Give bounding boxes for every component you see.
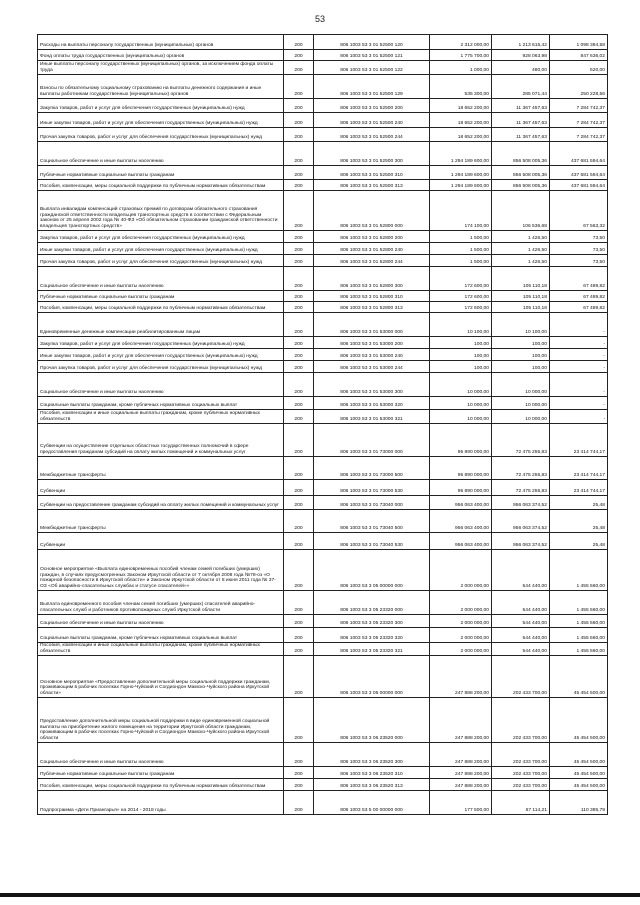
row-executed-amount-cell: 1 426,50 xyxy=(492,243,550,255)
table-row xyxy=(38,591,608,615)
row-name-cell: Выплата единовременного пособия членам семей погибших (умерших) спасателей аварийно-спасательных служб и работников противопожарных служб Иркутской области xyxy=(38,591,284,615)
row-classification-code-cell: 806 1003 53 3 01 52800 244 xyxy=(314,255,430,267)
row-approved-amount-cell: 247 888 200,00 xyxy=(430,767,492,779)
row-line-code-cell: 200 xyxy=(284,510,314,533)
row-line-code-cell: 200 xyxy=(284,142,314,166)
row-executed-amount-cell: 11 367 457,63 xyxy=(492,99,550,113)
row-classification-code-cell: 806 1003 53 3 01 73000 000 xyxy=(314,424,430,457)
row-classification-code-cell: 806 1003 53 3 01 53000 000 xyxy=(314,313,430,337)
row-classification-code-cell: 806 1003 53 3 01 73040 500 xyxy=(314,510,430,533)
row-line-code-cell: 200 xyxy=(284,779,314,791)
row-classification-code-cell: 806 1003 53 3 01 52800 310 xyxy=(314,291,430,302)
table-row xyxy=(38,61,608,75)
row-classification-code-cell: 806 1003 53 3 01 52500 120 xyxy=(314,35,430,50)
row-executed-amount-cell: 105 110,18 xyxy=(492,302,550,313)
row-line-code-cell: 200 xyxy=(284,231,314,243)
row-name-cell: Социальные выплаты гражданам, кроме публичных нормативных социальных выплат xyxy=(38,397,284,410)
table-row xyxy=(38,397,608,410)
row-classification-code-cell: 806 1003 53 3 01 52800 313 xyxy=(314,302,430,313)
row-approved-amount-cell: 2 000 000,00 xyxy=(430,615,492,628)
table-row xyxy=(38,255,608,267)
table-row xyxy=(38,510,608,533)
row-unexecuted-amount-cell: - xyxy=(550,361,608,373)
row-classification-code-cell: 806 1003 53 3 01 53000 300 xyxy=(314,373,430,397)
row-executed-amount-cell: 480,00 xyxy=(492,61,550,75)
row-approved-amount-cell: 1 294 189 600,00 xyxy=(430,166,492,180)
row-classification-code-cell: 806 1003 53 3 01 52500 200 xyxy=(314,99,430,113)
table-row xyxy=(38,75,608,99)
table-row xyxy=(38,615,608,628)
row-name-cell: Иные закупки товаров, работ и услуг для обеспечения государственных (муниципальных) нужд xyxy=(38,349,284,361)
row-approved-amount-cell: 18 652 200,00 xyxy=(430,113,492,128)
row-name-cell: Пособия, компенсации и иные социальные выплаты гражданам, кроме публичных нормативных обязательств xyxy=(38,410,284,424)
row-executed-amount-cell: 11 367 457,63 xyxy=(492,128,550,142)
row-unexecuted-amount-cell: 1 455 560,00 xyxy=(550,550,608,591)
row-executed-amount-cell: 105 110,18 xyxy=(492,267,550,291)
row-executed-amount-cell: 10 000,00 xyxy=(492,373,550,397)
row-unexecuted-amount-cell: 7 284 742,37 xyxy=(550,113,608,128)
row-classification-code-cell: 806 1003 53 3 01 52500 122 xyxy=(314,61,430,75)
row-line-code-cell: 200 xyxy=(284,533,314,550)
row-classification-code-cell: 806 1003 53 3 01 52800 300 xyxy=(314,267,430,291)
row-approved-amount-cell: 1 294 189 600,00 xyxy=(430,180,492,191)
row-unexecuted-amount-cell: 250 228,56 xyxy=(550,75,608,99)
row-unexecuted-amount-cell: - xyxy=(550,349,608,361)
row-name-cell: Пособия, компенсации, меры социальной поддержки по публичным нормативным обязательствам xyxy=(38,779,284,791)
row-approved-amount-cell: 100,00 xyxy=(430,349,492,361)
row-executed-amount-cell: 1 426,50 xyxy=(492,255,550,267)
page-number: 53 xyxy=(314,14,325,24)
row-executed-amount-cell: 1 213 615,42 xyxy=(492,35,550,50)
row-name-cell: Субвенции xyxy=(38,533,284,550)
row-unexecuted-amount-cell: 1 455 560,00 xyxy=(550,628,608,643)
row-name-cell: Подпрограмма «Дети Приангарья» на 2014 - 2018 годы xyxy=(38,791,284,815)
row-line-code-cell: 200 xyxy=(284,337,314,349)
row-classification-code-cell: 806 1003 53 3 01 52800 240 xyxy=(314,243,430,255)
table-row xyxy=(38,99,608,113)
row-unexecuted-amount-cell: 7 284 742,37 xyxy=(550,99,608,113)
row-line-code-cell: 200 xyxy=(284,615,314,628)
row-name-cell: Субвенции на предоставление гражданам субсидий на оплату жилых помещений и коммунальных услуг xyxy=(38,496,284,510)
row-line-code-cell: 200 xyxy=(284,166,314,180)
row-classification-code-cell: 806 1003 53 3 05 23320 000 xyxy=(314,591,430,615)
row-name-cell: Иные закупки товаров, работ и услуг для обеспечения государственных (муниципальных) нужд xyxy=(38,243,284,255)
row-unexecuted-amount-cell: - xyxy=(550,397,608,410)
table-row xyxy=(38,410,608,424)
row-approved-amount-cell: 18 652 200,00 xyxy=(430,128,492,142)
table-row xyxy=(38,128,608,142)
row-line-code-cell: 200 xyxy=(284,457,314,480)
row-approved-amount-cell: 1 775 700,00 xyxy=(430,50,492,61)
row-classification-code-cell: 806 1003 53 3 01 52800 200 xyxy=(314,231,430,243)
row-name-cell: Взносы по обязательному социальному страхованию на выплаты денежного содержания и иные выплаты работникам государственных (муниципальных) органов xyxy=(38,75,284,99)
row-unexecuted-amount-cell: 1 098 384,58 xyxy=(550,35,608,50)
row-approved-amount-cell: 1 000,00 xyxy=(430,61,492,75)
row-unexecuted-amount-cell: 25,48 xyxy=(550,496,608,510)
table-row xyxy=(38,373,608,397)
table-row xyxy=(38,698,608,743)
row-line-code-cell: 200 xyxy=(284,61,314,75)
row-classification-code-cell: 806 1003 53 3 01 53000 321 xyxy=(314,410,430,424)
row-approved-amount-cell: 10 000,00 xyxy=(430,373,492,397)
row-classification-code-cell: 806 1003 53 3 05 23320 320 xyxy=(314,628,430,643)
table-row xyxy=(38,496,608,510)
row-name-cell: Предоставление дополнительной меры социальной поддержки в виде единовременной социальной выплаты на приобретение жилого помещения на территории Иркутской области гражданам, проживающим в рабочих поселках Горно-Чуйский и Согдиондон Мамско-Чуйского района Иркутской области xyxy=(38,698,284,743)
row-line-code-cell: 200 xyxy=(284,99,314,113)
row-classification-code-cell: 806 1003 53 3 01 52500 300 xyxy=(314,142,430,166)
row-executed-amount-cell: 956 063 374,52 xyxy=(492,533,550,550)
row-executed-amount-cell: 72 475 255,83 xyxy=(492,424,550,457)
row-classification-code-cell: 806 1003 53 3 01 52800 000 xyxy=(314,191,430,231)
row-executed-amount-cell: 1 426,50 xyxy=(492,231,550,243)
row-executed-amount-cell: 544 440,00 xyxy=(492,550,550,591)
row-executed-amount-cell: 72 475 255,83 xyxy=(492,480,550,496)
row-line-code-cell: 200 xyxy=(284,255,314,267)
row-name-cell: Прочая закупка товаров, работ и услуг для обеспечения государственных (муниципальных) нужд xyxy=(38,128,284,142)
row-unexecuted-amount-cell: 45 454 500,00 xyxy=(550,767,608,779)
row-line-code-cell: 200 xyxy=(284,267,314,291)
row-name-cell: Социальное обеспечение и иные выплаты населению xyxy=(38,373,284,397)
row-classification-code-cell: 806 1003 53 3 06 23520 300 xyxy=(314,743,430,767)
row-classification-code-cell: 806 1003 53 3 05 23320 300 xyxy=(314,615,430,628)
table-row xyxy=(38,267,608,291)
row-approved-amount-cell: 247 888 200,00 xyxy=(430,779,492,791)
row-executed-amount-cell: 544 440,00 xyxy=(492,628,550,643)
row-executed-amount-cell: 544 440,00 xyxy=(492,615,550,628)
row-executed-amount-cell: 10 100,00 xyxy=(492,313,550,337)
row-name-cell: Социальное обеспечение и иные выплаты населению xyxy=(38,615,284,628)
row-line-code-cell: 200 xyxy=(284,349,314,361)
row-name-cell: Пособия, компенсации, меры социальной поддержки по публичным нормативным обязательствам xyxy=(38,180,284,191)
row-unexecuted-amount-cell: 437 681 594,64 xyxy=(550,166,608,180)
row-classification-code-cell: 806 1003 53 3 01 53000 244 xyxy=(314,361,430,373)
table-row xyxy=(38,35,608,50)
row-line-code-cell: 200 xyxy=(284,628,314,643)
row-name-cell: Социальные выплаты гражданам, кроме публичных нормативных социальных выплат xyxy=(38,628,284,643)
table-row xyxy=(38,302,608,313)
row-executed-amount-cell: 67 114,21 xyxy=(492,791,550,815)
table-row xyxy=(38,743,608,767)
row-approved-amount-cell: 172 600,00 xyxy=(430,291,492,302)
row-line-code-cell: 200 xyxy=(284,373,314,397)
row-name-cell: Фонд оплаты труда государственных (муниципальных) органов xyxy=(38,50,284,61)
row-name-cell: Субвенции xyxy=(38,480,284,496)
row-unexecuted-amount-cell: - xyxy=(550,373,608,397)
row-approved-amount-cell: 100,00 xyxy=(430,361,492,373)
row-unexecuted-amount-cell: 437 681 594,64 xyxy=(550,180,608,191)
row-classification-code-cell: 806 1003 53 3 01 73040 000 xyxy=(314,496,430,510)
row-name-cell: Межбюджетные трансферты xyxy=(38,457,284,480)
row-approved-amount-cell: 174 100,00 xyxy=(430,191,492,231)
row-unexecuted-amount-cell: 25,48 xyxy=(550,533,608,550)
row-name-cell: Публичные нормативные социальные выплаты гражданам xyxy=(38,291,284,302)
row-executed-amount-cell: 105 110,18 xyxy=(492,291,550,302)
row-approved-amount-cell: 247 888 200,00 xyxy=(430,656,492,698)
row-approved-amount-cell: 95 890 000,00 xyxy=(430,457,492,480)
row-name-cell: Пособия, компенсации и иные социальные выплаты гражданам, кроме публичных нормативных обязательств xyxy=(38,643,284,656)
row-approved-amount-cell: 247 888 200,00 xyxy=(430,698,492,743)
row-line-code-cell: 200 xyxy=(284,424,314,457)
row-name-cell: Выплата инвалидам компенсаций страховых премий по договорам обязательного страхования гражданской ответственности владельцев транспортных средств в соответствии с Федеральным законом от 25 апреля 2002 года № 40-ФЗ «Об обязательном страховании гражданской ответственности владельцев транспортных средств» xyxy=(38,191,284,231)
row-executed-amount-cell: 202 433 700,00 xyxy=(492,656,550,698)
row-classification-code-cell: 806 1003 53 3 01 52500 129 xyxy=(314,75,430,99)
row-line-code-cell: 200 xyxy=(284,656,314,698)
row-approved-amount-cell: 95 890 000,00 xyxy=(430,424,492,457)
row-executed-amount-cell: 10 000,00 xyxy=(492,410,550,424)
row-unexecuted-amount-cell: 45 454 500,00 xyxy=(550,743,608,767)
row-name-cell: Социальное обеспечение и иные выплаты населению xyxy=(38,142,284,166)
row-executed-amount-cell: 956 063 374,52 xyxy=(492,496,550,510)
row-approved-amount-cell: 2 000 000,00 xyxy=(430,628,492,643)
row-approved-amount-cell: 2 312 000,00 xyxy=(430,35,492,50)
row-unexecuted-amount-cell: 1 455 560,00 xyxy=(550,643,608,656)
row-executed-amount-cell: 856 508 005,36 xyxy=(492,166,550,180)
row-name-cell: Прочая закупка товаров, работ и услуг для обеспечения государственных (муниципальных) нужд xyxy=(38,255,284,267)
row-approved-amount-cell: 10 000,00 xyxy=(430,397,492,410)
row-unexecuted-amount-cell: 437 681 594,64 xyxy=(550,142,608,166)
table-row xyxy=(38,779,608,791)
table-row xyxy=(38,349,608,361)
row-unexecuted-amount-cell: 73,50 xyxy=(550,231,608,243)
row-executed-amount-cell: 100,00 xyxy=(492,337,550,349)
row-classification-code-cell: 806 1003 53 3 01 73000 500 xyxy=(314,457,430,480)
row-name-cell: Субвенции на осуществление отдельных областных государственных полномочий в сфере предоставления гражданам субсидий на оплату жилых помещений и коммунальных услуг xyxy=(38,424,284,457)
row-line-code-cell: 200 xyxy=(284,75,314,99)
table-row xyxy=(38,361,608,373)
row-classification-code-cell: 806 1003 53 3 01 53000 320 xyxy=(314,397,430,410)
table-row xyxy=(38,180,608,191)
row-unexecuted-amount-cell: - xyxy=(550,313,608,337)
row-approved-amount-cell: 10 000,00 xyxy=(430,410,492,424)
table-row xyxy=(38,166,608,180)
row-classification-code-cell: 806 1003 53 3 01 52500 121 xyxy=(314,50,430,61)
row-unexecuted-amount-cell: 1 455 560,00 xyxy=(550,615,608,628)
row-unexecuted-amount-cell: 45 454 500,00 xyxy=(550,656,608,698)
row-approved-amount-cell: 1 500,00 xyxy=(430,243,492,255)
row-approved-amount-cell: 10 100,00 xyxy=(430,313,492,337)
row-unexecuted-amount-cell: 67 489,82 xyxy=(550,302,608,313)
row-unexecuted-amount-cell: - xyxy=(550,337,608,349)
row-approved-amount-cell: 2 000 000,00 xyxy=(430,550,492,591)
row-unexecuted-amount-cell: - xyxy=(550,410,608,424)
row-approved-amount-cell: 100,00 xyxy=(430,337,492,349)
row-unexecuted-amount-cell: 67 489,82 xyxy=(550,291,608,302)
row-classification-code-cell: 806 1003 53 3 01 52500 244 xyxy=(314,128,430,142)
row-name-cell: Иные закупки товаров, работ и услуг для обеспечения государственных (муниципальных) нужд xyxy=(38,113,284,128)
row-line-code-cell: 200 xyxy=(284,180,314,191)
row-classification-code-cell: 806 1003 53 3 01 53000 200 xyxy=(314,337,430,349)
row-classification-code-cell: 806 1003 53 3 05 00000 000 xyxy=(314,550,430,591)
table-row xyxy=(38,656,608,698)
table-row xyxy=(38,313,608,337)
row-line-code-cell: 200 xyxy=(284,410,314,424)
row-executed-amount-cell: 10 000,00 xyxy=(492,397,550,410)
report-table-container xyxy=(37,34,607,815)
row-approved-amount-cell: 172 600,00 xyxy=(430,302,492,313)
row-approved-amount-cell: 956 063 400,00 xyxy=(430,533,492,550)
row-name-cell: Расходы на выплаты персоналу государственных (муниципальных) органов xyxy=(38,35,284,50)
row-name-cell: Закупка товаров, работ и услуг для обеспечения государственных (муниципальных) нужд xyxy=(38,99,284,113)
row-line-code-cell: 200 xyxy=(284,302,314,313)
row-executed-amount-cell: 856 508 005,36 xyxy=(492,142,550,166)
table-row xyxy=(38,113,608,128)
row-line-code-cell: 200 xyxy=(284,550,314,591)
table-row xyxy=(38,643,608,656)
row-classification-code-cell: 806 1003 53 3 01 52500 310 xyxy=(314,166,430,180)
row-line-code-cell: 200 xyxy=(284,743,314,767)
row-executed-amount-cell: 202 433 700,00 xyxy=(492,698,550,743)
row-executed-amount-cell: 202 433 700,00 xyxy=(492,779,550,791)
row-unexecuted-amount-cell: 73,50 xyxy=(550,255,608,267)
row-name-cell: Межбюджетные трансферты xyxy=(38,510,284,533)
row-unexecuted-amount-cell: 7 284 742,37 xyxy=(550,128,608,142)
row-line-code-cell: 200 xyxy=(284,480,314,496)
row-classification-code-cell: 806 1003 53 3 06 23520 313 xyxy=(314,779,430,791)
row-approved-amount-cell: 1 500,00 xyxy=(430,231,492,243)
table-row xyxy=(38,291,608,302)
row-line-code-cell: 200 xyxy=(284,698,314,743)
table-row xyxy=(38,533,608,550)
row-classification-code-cell: 806 1003 53 3 06 23520 000 xyxy=(314,698,430,743)
row-classification-code-cell: 806 1003 53 3 05 23320 321 xyxy=(314,643,430,656)
row-executed-amount-cell: 544 440,00 xyxy=(492,591,550,615)
row-approved-amount-cell: 95 890 000,00 xyxy=(430,480,492,496)
row-line-code-cell: 200 xyxy=(284,496,314,510)
row-name-cell: Закупка товаров, работ и услуг для обеспечения государственных (муниципальных) нужд xyxy=(38,231,284,243)
row-approved-amount-cell: 247 888 200,00 xyxy=(430,743,492,767)
row-executed-amount-cell: 956 063 374,52 xyxy=(492,510,550,533)
row-line-code-cell: 200 xyxy=(284,113,314,128)
row-unexecuted-amount-cell: 25,48 xyxy=(550,510,608,533)
row-executed-amount-cell: 11 367 457,63 xyxy=(492,113,550,128)
row-unexecuted-amount-cell: 67 563,32 xyxy=(550,191,608,231)
table-row xyxy=(38,191,608,231)
row-approved-amount-cell: 535 300,00 xyxy=(430,75,492,99)
row-approved-amount-cell: 1 294 189 600,00 xyxy=(430,142,492,166)
row-name-cell: Пособия, компенсации, меры социальной поддержки по публичным нормативным обязательствам xyxy=(38,302,284,313)
row-executed-amount-cell: 856 508 005,36 xyxy=(492,180,550,191)
row-executed-amount-cell: 544 440,00 xyxy=(492,643,550,656)
row-executed-amount-cell: 72 475 255,83 xyxy=(492,457,550,480)
row-approved-amount-cell: 2 000 000,00 xyxy=(430,591,492,615)
row-approved-amount-cell: 2 000 000,00 xyxy=(430,643,492,656)
row-line-code-cell: 200 xyxy=(284,313,314,337)
row-line-code-cell: 200 xyxy=(284,128,314,142)
table-row xyxy=(38,457,608,480)
row-unexecuted-amount-cell: 45 454 500,00 xyxy=(550,779,608,791)
table-row xyxy=(38,480,608,496)
row-unexecuted-amount-cell: 23 414 744,17 xyxy=(550,424,608,457)
row-unexecuted-amount-cell: 110 385,79 xyxy=(550,791,608,815)
row-approved-amount-cell: 172 600,00 xyxy=(430,267,492,291)
table-row xyxy=(38,424,608,457)
row-line-code-cell: 200 xyxy=(284,291,314,302)
row-unexecuted-amount-cell: 1 455 560,00 xyxy=(550,591,608,615)
table-row xyxy=(38,628,608,643)
row-unexecuted-amount-cell: 847 636,02 xyxy=(550,50,608,61)
row-approved-amount-cell: 956 063 400,00 xyxy=(430,496,492,510)
row-classification-code-cell: 806 1003 53 3 01 53000 240 xyxy=(314,349,430,361)
table-row xyxy=(38,50,608,61)
scan-bottom-edge xyxy=(0,893,640,897)
row-line-code-cell: 200 xyxy=(284,643,314,656)
row-approved-amount-cell: 956 063 400,00 xyxy=(430,510,492,533)
row-executed-amount-cell: 285 071,44 xyxy=(492,75,550,99)
row-line-code-cell: 200 xyxy=(284,243,314,255)
row-unexecuted-amount-cell: 520,00 xyxy=(550,61,608,75)
row-name-cell: Социальное обеспечение и иные выплаты населению xyxy=(38,743,284,767)
row-approved-amount-cell: 177 500,00 xyxy=(430,791,492,815)
row-name-cell: Единовременные денежные компенсации реабилитированным лицам xyxy=(38,313,284,337)
table-row xyxy=(38,767,608,779)
row-name-cell: Основное мероприятие «Предоставление дополнительной меры социальной поддержки гражданам, проживающим в рабочих поселках Горно-Чуйский и Согдиондон Мамско-Чуйского района Иркутской области» xyxy=(38,656,284,698)
table-row xyxy=(38,791,608,815)
row-line-code-cell: 200 xyxy=(284,361,314,373)
row-line-code-cell: 200 xyxy=(284,50,314,61)
row-classification-code-cell: 806 1003 53 3 01 73040 530 xyxy=(314,533,430,550)
row-approved-amount-cell: 18 652 200,00 xyxy=(430,99,492,113)
row-executed-amount-cell: 100,00 xyxy=(492,361,550,373)
row-classification-code-cell: 806 1003 53 3 01 52500 240 xyxy=(314,113,430,128)
report-table-body xyxy=(38,35,608,815)
row-name-cell: Социальное обеспечение и иные выплаты населению xyxy=(38,267,284,291)
row-classification-code-cell: 806 1003 53 5 00 00000 000 xyxy=(314,791,430,815)
table-row xyxy=(38,550,608,591)
row-approved-amount-cell: 1 500,00 xyxy=(430,255,492,267)
row-line-code-cell: 200 xyxy=(284,191,314,231)
row-classification-code-cell: 806 1003 53 3 06 00000 000 xyxy=(314,656,430,698)
row-name-cell: Основное мероприятие «Выплата единовременных пособий членам семей погибших (умерших) граждан, в случаях предусмотренных Законом Иркутской области от 7 октября 2008 года №78-оз «О пожарной безопасности в Иркутской области» и Законом Иркутской области от 8 июня 2011 года № 37-ОЗ «Об аварийно-спасательных службах и статусе спасателей»» xyxy=(38,550,284,591)
row-line-code-cell: 200 xyxy=(284,591,314,615)
report-table xyxy=(37,34,608,815)
row-name-cell: Публичные нормативные социальные выплаты гражданам xyxy=(38,767,284,779)
row-executed-amount-cell: 202 433 700,00 xyxy=(492,743,550,767)
row-line-code-cell: 200 xyxy=(284,791,314,815)
row-line-code-cell: 200 xyxy=(284,397,314,410)
row-name-cell: Закупка товаров, работ и услуг для обеспечения государственных (муниципальных) нужд xyxy=(38,337,284,349)
row-unexecuted-amount-cell: 23 414 744,17 xyxy=(550,480,608,496)
row-line-code-cell: 200 xyxy=(284,767,314,779)
row-name-cell: Прочая закупка товаров, работ и услуг для обеспечения государственных (муниципальных) нужд xyxy=(38,361,284,373)
row-classification-code-cell: 806 1003 53 3 06 23520 310 xyxy=(314,767,430,779)
row-unexecuted-amount-cell: 67 489,82 xyxy=(550,267,608,291)
row-unexecuted-amount-cell: 45 454 500,00 xyxy=(550,698,608,743)
row-unexecuted-amount-cell: 23 414 744,17 xyxy=(550,457,608,480)
row-unexecuted-amount-cell: 73,50 xyxy=(550,243,608,255)
row-classification-code-cell: 806 1003 53 3 01 52500 313 xyxy=(314,180,430,191)
table-row xyxy=(38,231,608,243)
row-executed-amount-cell: 928 063,98 xyxy=(492,50,550,61)
row-name-cell: Публичные нормативные социальные выплаты гражданам xyxy=(38,166,284,180)
row-executed-amount-cell: 106 536,68 xyxy=(492,191,550,231)
row-classification-code-cell: 806 1003 53 3 01 73000 530 xyxy=(314,480,430,496)
table-row xyxy=(38,142,608,166)
table-row xyxy=(38,243,608,255)
row-name-cell: Иные выплаты персоналу государственных (муниципальных) органов, за исключением фонда оплаты труда xyxy=(38,61,284,75)
row-line-code-cell: 200 xyxy=(284,35,314,50)
table-row xyxy=(38,337,608,349)
row-executed-amount-cell: 202 433 700,00 xyxy=(492,767,550,779)
row-executed-amount-cell: 100,00 xyxy=(492,349,550,361)
